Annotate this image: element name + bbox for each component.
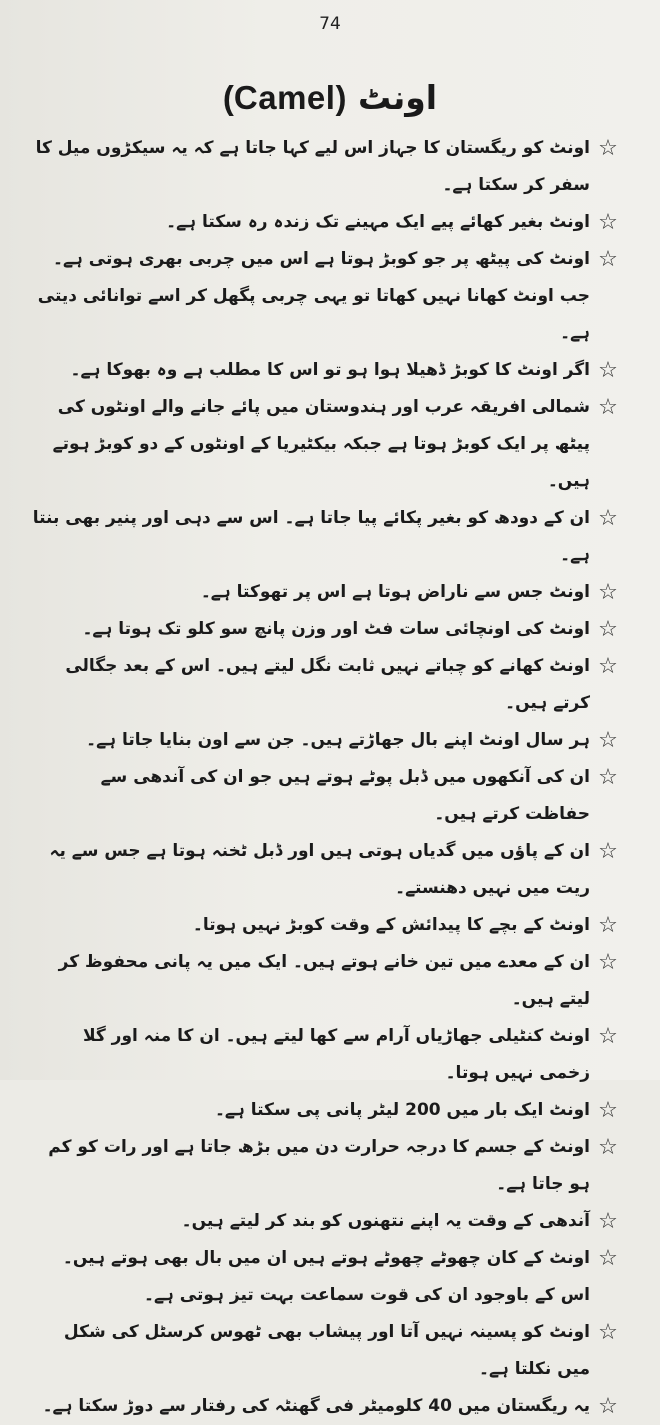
list-item xyxy=(30,1240,620,1314)
page-number: 74 xyxy=(319,14,341,34)
star-icon: ☆ xyxy=(598,580,618,605)
star-icon: ☆ xyxy=(598,1135,618,1160)
star-icon: ☆ xyxy=(598,617,618,642)
star-icon: ☆ xyxy=(598,210,618,235)
list-item xyxy=(30,944,620,1018)
star-icon: ☆ xyxy=(598,1209,618,1234)
fact-text: اونٹ کو ریگستان کا جہاز اس لیے کہا جاتا ہے کہ یہ سیکڑوں میل کا سفر کر سکتا ہے۔ xyxy=(35,138,590,195)
list-item xyxy=(30,1203,620,1240)
star-icon: ☆ xyxy=(598,839,618,864)
fact-text: آندھی کے وقت یہ اپنے نتھنوں کو بند کر لیتے ہیں۔ xyxy=(181,1211,590,1231)
fact-text: اونٹ کے جسم کا درجہ حرارت دن میں بڑھ جاتا ہے اور رات کو کم ہو جاتا ہے۔ xyxy=(48,1137,590,1194)
list-item xyxy=(30,352,620,389)
list-item xyxy=(30,611,620,648)
fact-text: ان کے معدے میں تین خانے ہوتے ہیں۔ ایک میں یہ پانی محفوظ کر لیتے ہیں۔ xyxy=(58,952,590,1009)
star-icon: ☆ xyxy=(598,765,618,790)
star-icon: ☆ xyxy=(598,1320,618,1345)
star-icon: ☆ xyxy=(598,654,618,679)
fact-text: شمالی افریقہ عرب اور ہندوستان میں پائے جانے والے اونٹوں کی پیٹھ پر ایک کوبڑ ہوتا ہے جبکہ بیکٹیریا کے اونٹوں کے دو کوبڑ ہوتے ہیں۔ xyxy=(52,397,590,491)
fact-text: ان کی آنکھوں میں ڈبل پوٹے ہوتے ہیں جو ان کی آندھی سے حفاظت کرتے ہیں۔ xyxy=(100,767,590,824)
title-urdu: اونٹ xyxy=(357,78,438,117)
list-item xyxy=(30,907,620,944)
fact-text: اونٹ کو پسینہ نہیں آتا اور پیشاب بھی ٹھوس کرسٹل کی شکل میں نکلتا ہے۔ xyxy=(63,1322,590,1379)
list-item xyxy=(30,130,620,204)
list-item xyxy=(30,574,620,611)
star-icon: ☆ xyxy=(598,1246,618,1271)
star-icon: ☆ xyxy=(598,1024,618,1049)
list-item xyxy=(30,204,620,241)
title-english: (Camel) xyxy=(222,79,347,116)
fact-text: ہر سال اونٹ اپنے بال جھاڑتے ہیں۔ جن سے اون بنایا جاتا ہے۔ xyxy=(86,730,590,750)
list-item xyxy=(30,500,620,574)
star-icon: ☆ xyxy=(598,358,618,383)
star-icon: ☆ xyxy=(598,913,618,938)
star-icon: ☆ xyxy=(598,950,618,975)
star-icon: ☆ xyxy=(598,1394,618,1419)
fact-text: اونٹ جس سے ناراض ہوتا ہے اس پر تھوکتا ہے۔ xyxy=(200,582,590,602)
list-item xyxy=(30,833,620,907)
fact-text: اونٹ بغیر کھائے پیے ایک مہینے تک زندہ رہ سکتا ہے۔ xyxy=(166,212,590,232)
fact-text: اونٹ ایک بار میں 200 لیٹر پانی پی سکتا ہے۔ xyxy=(214,1100,590,1120)
list-item xyxy=(30,1388,620,1425)
fact-text: ان کے پاؤں میں گدیاں ہوتی ہیں اور ڈبل ٹخنہ ہوتا ہے جس سے یہ ریت میں نہیں دھنستے۔ xyxy=(49,841,590,898)
fact-text: یہ ریگستان میں 40 کلومیٹر فی گھنٹہ کی رفتار سے دوڑ سکتا ہے۔ xyxy=(42,1396,590,1416)
list-item xyxy=(30,648,620,722)
fact-text: اگر اونٹ کا کوبڑ ڈھیلا ہوا ہو تو اس کا مطلب ہے وہ بھوکا ہے۔ xyxy=(70,360,590,380)
star-icon: ☆ xyxy=(598,247,618,272)
fact-text: اونٹ کے کان چھوٹے چھوٹے ہوتے ہیں ان میں بال بھی ہوتے ہیں۔ اس کے باوجود ان کی قوت سماعت بہت تیز ہوتی ہے۔ xyxy=(62,1248,590,1305)
star-icon: ☆ xyxy=(598,506,618,531)
fact-text: ان کے دودھ کو بغیر پکائے پیا جاتا ہے۔ اس سے دہی اور پنیر بھی بنتا ہے۔ xyxy=(32,508,590,565)
list-item xyxy=(30,389,620,500)
list-item xyxy=(30,1314,620,1388)
list-item xyxy=(30,1018,620,1092)
star-icon: ☆ xyxy=(598,136,618,161)
star-icon: ☆ xyxy=(598,395,618,420)
list-item xyxy=(30,722,620,759)
list-item xyxy=(30,1129,620,1203)
list-item xyxy=(30,241,620,352)
fact-list xyxy=(30,130,620,1425)
fact-text: اونٹ کھانے کو چباتے نہیں ثابت نگل لیتے ہیں۔ اس کے بعد جگالی کرتے ہیں۔ xyxy=(65,656,590,713)
fact-text: اونٹ کے بچے کا پیدائش کے وقت کوبڑ نہیں ہوتا۔ xyxy=(192,915,590,935)
list-item xyxy=(30,759,620,833)
fact-text: اونٹ کی اونچائی سات فٹ اور وزن پانچ سو کلو تک ہوتا ہے۔ xyxy=(82,619,590,639)
list-item xyxy=(30,1092,620,1129)
star-icon: ☆ xyxy=(598,728,618,753)
page-title xyxy=(0,78,660,117)
star-icon: ☆ xyxy=(598,1098,618,1123)
fact-text: اونٹ کنٹیلی جھاڑیاں آرام سے کھا لیتے ہیں۔ ان کا منہ اور گلا زخمی نہیں ہوتا۔ xyxy=(82,1026,590,1083)
fact-text: اونٹ کی پیٹھ پر جو کوبڑ ہوتا ہے اس میں چربی بھری ہوتی ہے۔ جب اونٹ کھانا نہیں کھاتا تو یہی چربی پگھل کر اسے توانائی دیتی ہے۔ xyxy=(37,249,590,343)
